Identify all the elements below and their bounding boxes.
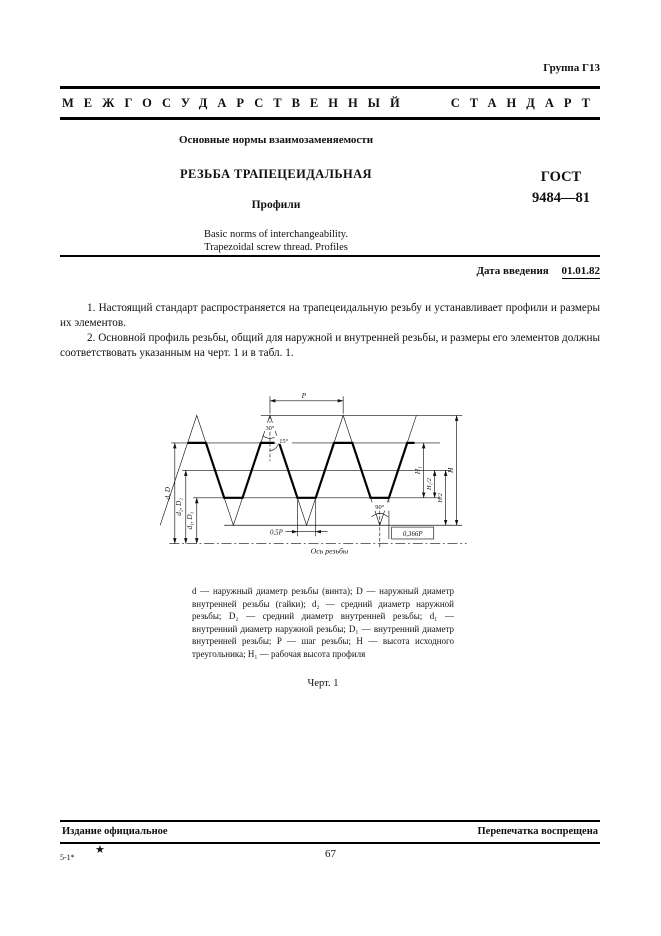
title-column: [60, 134, 492, 254]
label-h: H: [445, 467, 455, 473]
document-title: РЕЗЬБА ТРАПЕЦЕИДАЛЬНАЯ: [180, 167, 372, 181]
figure-legend: d — наружный диаметр резьбы (винта); D — наружный диаметр внутренней резьбы (гайки); d₂ — средний диаметр наружной резьбы; D₂ — средний диаметр внутренней резьбы; d₁ — внутренний диаметр наружной резьбы; D₁ — внутренний диаметр внутренней резьбы; P — шаг резьбы; H — высота исходного треугольника; H₁ — рабочая высота профиля: [192, 586, 454, 659]
header-word-1: МЕЖГОСУДАРСТВЕННЫЙ: [62, 96, 410, 110]
standard-header-band: [60, 86, 600, 120]
header-word-2: СТАНДАРТ: [450, 96, 600, 110]
subject-area: Основные нормы взаимозаменяемости: [178, 134, 374, 146]
label-h-half: H/2: [436, 493, 444, 503]
group-label: Группа Г13: [543, 62, 600, 74]
standard-code-number: 9484—81: [532, 190, 590, 207]
label-angle-30: 30°: [265, 425, 275, 433]
label-crest-width: 0,5P: [270, 529, 283, 537]
paragraph-1: 1. Настоящий стандарт распространяется на трапецеидальную резьбу и устанавливает профили и размеры их элементов.: [60, 302, 600, 329]
label-root-width: 0,366P: [402, 530, 423, 538]
effective-date-value: 01.01.82: [561, 265, 600, 277]
label-angle-90: 90°: [375, 503, 385, 511]
label-angle-15: 15°: [279, 437, 289, 445]
body-text: [60, 301, 600, 361]
paragraph-2: 2. Основной профиль резьбы, общий для наружной и внутренней резьбы, и размеры его элементов должны соответствовать указанным на черт. 1 и в табл. 1.: [60, 331, 600, 359]
page-number: 67: [325, 848, 336, 860]
construction-lines: [160, 415, 467, 549]
label-thread-axis: Ось резьбы: [310, 546, 349, 556]
label-h1-half: H₁/2: [426, 478, 434, 490]
footer-official-edition: Издание официальное: [62, 826, 168, 837]
effective-date-label: Дата введения: [476, 265, 549, 277]
footer-band: [60, 820, 600, 844]
title-section: [60, 134, 600, 254]
title-english-line2: Trapezoidal screw thread. Profiles: [204, 242, 348, 254]
star-mark: ★: [95, 844, 105, 856]
label-dia-outer: d, D: [163, 486, 173, 500]
document-subtitle: Профили: [251, 199, 301, 211]
label-dia-inner: d₁, D₁: [185, 511, 195, 530]
thread-profile-figure: [160, 388, 476, 571]
title-english-line1: Basic norms of interchangeability.: [204, 229, 348, 240]
label-h1: H₁: [413, 466, 423, 475]
standard-code: [532, 167, 590, 209]
label-pitch: P: [301, 391, 307, 401]
label-dia-pitch: d₂, D₂: [174, 498, 184, 516]
title-english: [60, 228, 492, 254]
figure-block: [60, 388, 600, 689]
horizontal-rule: [60, 255, 600, 257]
effective-date: [476, 265, 600, 277]
footer-reprint-notice: Перепечатка воспрещена: [477, 826, 598, 837]
figure-caption: Черт. 1: [307, 677, 339, 689]
standard-code-name: ГОСТ: [540, 169, 582, 185]
edition-mark: 5-1*: [60, 853, 75, 862]
